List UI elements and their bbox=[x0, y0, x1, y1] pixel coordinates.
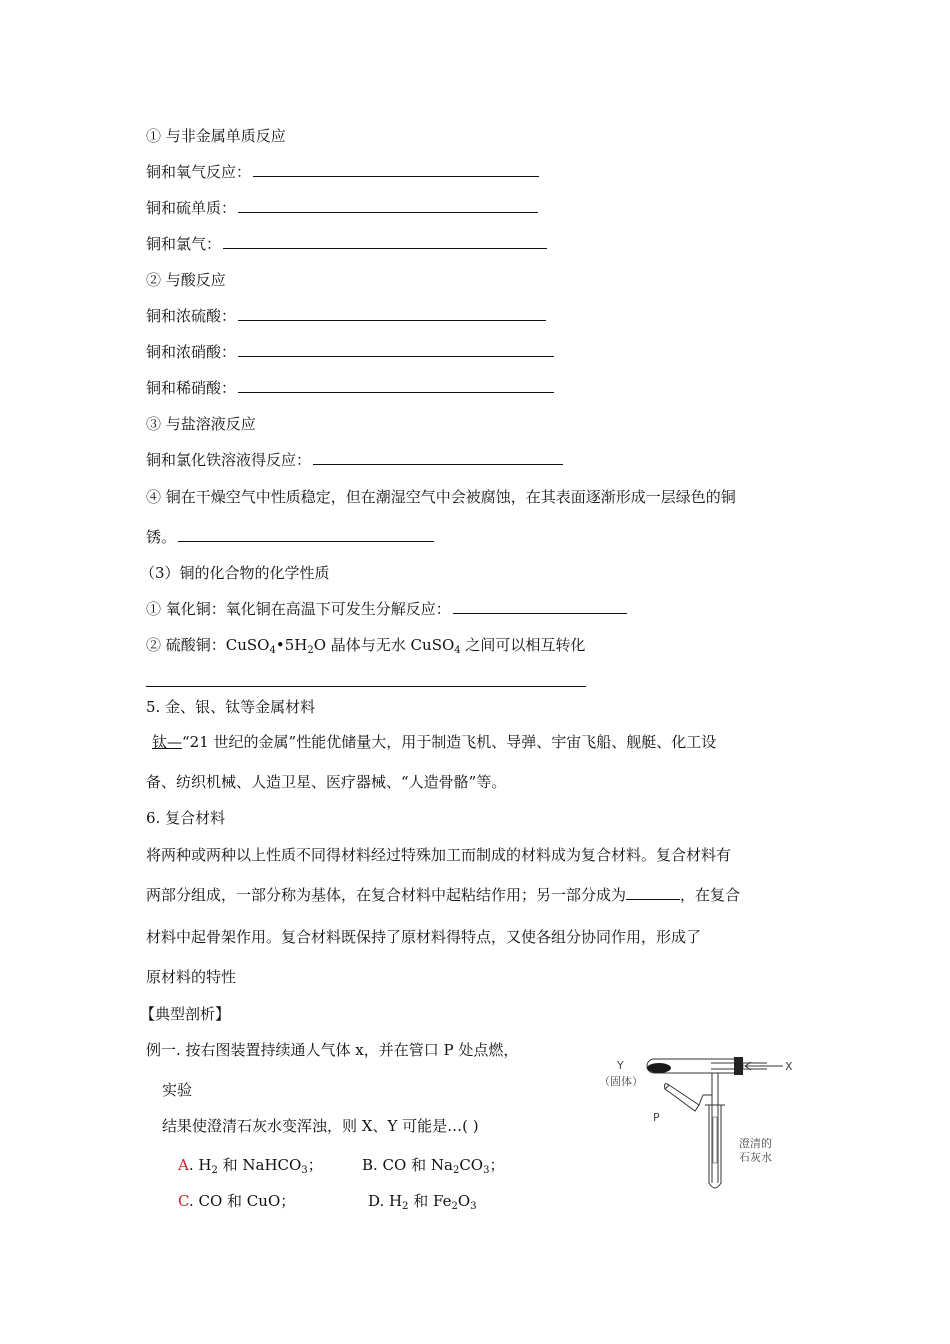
label-p: P bbox=[653, 1111, 660, 1124]
option-a-sub-2: 3 bbox=[301, 1165, 308, 1176]
option-d[interactable] bbox=[368, 1191, 477, 1211]
bubble-column bbox=[713, 1117, 717, 1163]
section6-heading: 6. 复合材料 bbox=[146, 809, 226, 827]
prompt-cu-conc-hno3: 铜和浓硝酸： bbox=[146, 343, 237, 361]
option-a-sub-1: 2 bbox=[211, 1165, 218, 1176]
label-x: X bbox=[785, 1060, 793, 1073]
composite-line-3: 材料中起骨架作用。复合材料既保持了原材料得特点，又使各组分协同作用，形成了 bbox=[146, 928, 702, 946]
cuso4-sub-1: 4 bbox=[269, 645, 276, 656]
cuso4-text-1: ② 硫酸铜：CuSO bbox=[146, 636, 270, 654]
option-d-sub-2: 2 bbox=[451, 1201, 458, 1212]
titanium-text-1: “21 世纪的金属”性能优储量大，用于制造飞机、导弹、宇宙飞船、舰艇、化工设 bbox=[182, 733, 717, 751]
label-solid: （固体） bbox=[599, 1075, 643, 1088]
nozzle-p bbox=[665, 1085, 699, 1111]
acid-heading: ② 与酸反应 bbox=[146, 271, 226, 289]
option-d-sub-3: 3 bbox=[470, 1201, 477, 1212]
composite-line-4: 原材料的特性 bbox=[146, 968, 237, 986]
answer-blank-cuo[interactable] bbox=[453, 599, 627, 614]
corrosion-line-1: ④ 铜在干燥空气中性质稳定，但在潮湿空气中会被腐蚀，在其表面逐渐形成一层绿色的铜 bbox=[146, 488, 736, 506]
answer-blank-cu-dil-hno3[interactable] bbox=[238, 378, 554, 393]
nonmetal-heading: ① 与非金属单质反应 bbox=[146, 127, 286, 145]
prompt-cu-s: 铜和硫单质： bbox=[146, 199, 237, 217]
option-c[interactable] bbox=[178, 1191, 295, 1211]
cuso4-sub-3: 4 bbox=[454, 645, 461, 656]
option-a[interactable] bbox=[178, 1155, 323, 1175]
option-a-text-3: ； bbox=[307, 1156, 323, 1174]
option-a-text-1: . H bbox=[188, 1156, 212, 1174]
option-b-text-1: B. CO 和 Na bbox=[362, 1156, 453, 1174]
option-c-text: . CO 和 CuO； bbox=[188, 1192, 296, 1210]
composite-text-2b: ，在复合 bbox=[680, 886, 741, 904]
apparatus-diagram bbox=[595, 1045, 805, 1195]
example-line-1: 例一. 按右图装置持续通人气体 x，并在管口 P 处点燃， bbox=[146, 1041, 519, 1059]
question-cu-dil-hno3 bbox=[146, 378, 554, 398]
titanium-line-2: 备、纺织机械、人造卫星、医疗器械、“人造骨骼”等。 bbox=[146, 773, 507, 791]
question-cu-cl2 bbox=[146, 234, 547, 254]
titanium-line-1 bbox=[152, 732, 716, 752]
answer-blank-cuso4[interactable] bbox=[146, 672, 586, 687]
cuso4-text-2: •5H bbox=[275, 636, 308, 654]
prompt-cu-conc-h2so4: 铜和浓硫酸： bbox=[146, 307, 237, 325]
composite-line-2 bbox=[146, 885, 740, 905]
titanium-label: 钛— bbox=[152, 733, 183, 751]
cuso4-answer-line bbox=[146, 672, 586, 692]
prompt-cu-cl2: 铜和氯气： bbox=[146, 235, 222, 253]
prompt-cu-dil-hno3: 铜和稀硝酸： bbox=[146, 379, 237, 397]
question-cuo bbox=[146, 599, 627, 619]
cuso4-text-4: 之间可以相互转化 bbox=[460, 636, 586, 654]
answer-blank-reinforcement[interactable] bbox=[626, 885, 680, 900]
answer-blank-cu-o2[interactable] bbox=[253, 162, 539, 177]
label-limewater-2: 石灰水 bbox=[739, 1151, 772, 1164]
question-cu-conc-h2so4 bbox=[146, 306, 546, 326]
option-d-sub-1: 2 bbox=[402, 1201, 409, 1212]
answer-blank-cu-fecl3[interactable] bbox=[313, 450, 563, 465]
salt-heading: ③ 与盐溶液反应 bbox=[146, 415, 256, 433]
answer-blank-cu-cl2[interactable] bbox=[223, 234, 547, 249]
question-cu-o2 bbox=[146, 162, 539, 182]
question-cu-fecl3 bbox=[146, 450, 563, 470]
solid-y bbox=[647, 1063, 671, 1073]
option-b-sub-2: 3 bbox=[483, 1165, 490, 1176]
option-b-text-3: ； bbox=[489, 1156, 505, 1174]
answer-blank-cu-conc-hno3[interactable] bbox=[238, 342, 554, 357]
stopper bbox=[734, 1057, 743, 1075]
cuso4-sub-2: 2 bbox=[307, 645, 314, 656]
question-cuso4 bbox=[146, 635, 585, 655]
option-d-text-3: O bbox=[457, 1192, 471, 1210]
answer-blank-cu-s[interactable] bbox=[238, 198, 538, 213]
prompt-cuo: ① 氧化铜：氧化铜在高温下可发生分解反应： bbox=[146, 600, 451, 618]
corrosion-text: 锈。 bbox=[146, 528, 177, 546]
example-line-3: 结果使澄清石灰水变浑浊，则 X、Y 可能是…( ) bbox=[162, 1117, 479, 1135]
composite-line-1: 将两种或两种以上性质不同得材料经过特殊加工而制成的材料成为复合材料。复合材料有 bbox=[146, 846, 732, 864]
option-a-text-2: 和 NaHCO bbox=[217, 1156, 302, 1174]
question-cu-conc-hno3 bbox=[146, 342, 554, 362]
section5-heading: 5. 金、银、钛等金属材料 bbox=[146, 698, 316, 716]
prompt-cu-fecl3: 铜和氯化铁溶液得反应： bbox=[146, 451, 312, 469]
option-b-text-2: CO bbox=[459, 1156, 484, 1174]
option-c-letter: C bbox=[178, 1192, 189, 1210]
example-heading: 【典型剖析】 bbox=[140, 1005, 231, 1023]
compounds-heading: （3）铜的化合物的化学性质 bbox=[140, 564, 330, 582]
label-y: Y bbox=[617, 1059, 624, 1072]
nozzle-p-joint bbox=[699, 1095, 703, 1105]
option-d-text-2: 和 Fe bbox=[408, 1192, 452, 1210]
cuso4-text-3: O 晶体与无水 CuSO bbox=[313, 636, 455, 654]
option-d-text-1: D. H bbox=[368, 1192, 403, 1210]
label-limewater-1: 澄清的 bbox=[739, 1137, 772, 1150]
option-b[interactable] bbox=[362, 1155, 505, 1175]
answer-blank-corrosion[interactable] bbox=[178, 527, 434, 542]
composite-text-2a: 两部分组成，一部分称为基体，在复合材料中起粘结作用；另一部分成为 bbox=[146, 886, 627, 904]
question-cu-s bbox=[146, 198, 538, 218]
corrosion-line-2 bbox=[146, 527, 434, 547]
example-line-2: 实验 bbox=[162, 1081, 193, 1099]
option-a-letter: A bbox=[178, 1156, 189, 1174]
prompt-cu-o2: 铜和氧气反应： bbox=[146, 163, 252, 181]
option-b-sub-1: 2 bbox=[452, 1165, 460, 1176]
answer-blank-cu-conc-h2so4[interactable] bbox=[238, 306, 546, 321]
